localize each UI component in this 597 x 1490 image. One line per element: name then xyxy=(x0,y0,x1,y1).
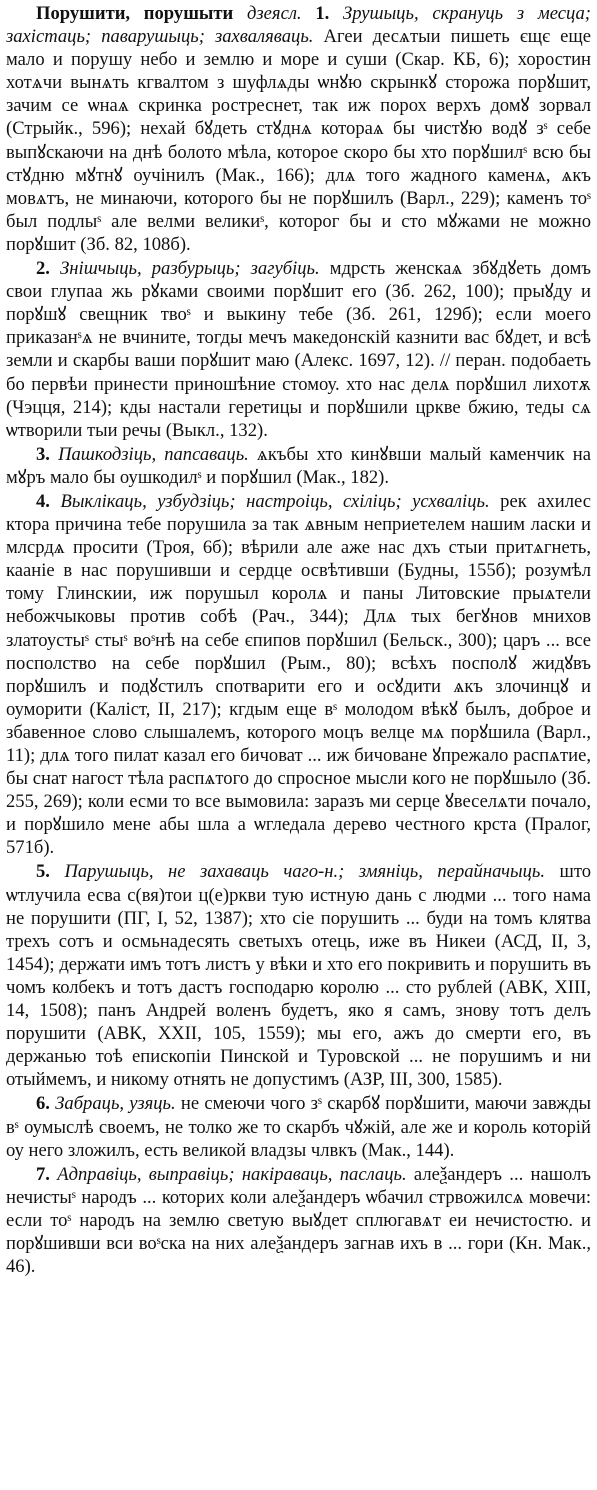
sense-gloss: Пашкодзіць, папсаваць. xyxy=(58,443,249,465)
sense-gloss: Парушыць, не захаваць чаго-н.; змяніць, перайначыць. xyxy=(64,861,545,883)
sense-citations: Агеи десѧтыи пишеть єщє еще мало и порушу небо и землю и море и суши (Скар. КБ, 6); хоростин хотѧчи вынѧть кгвалтом з шуфлѧды ѡнꙋю скрынкꙋ сторожа порꙋшит, зачим се ѡнаѧ скринка ростреснет, так иж порох верхъ домꙋ зорвал (Стрыйк., 596); нехай бꙋдеть стꙋднѧ котораѧ бы чистꙋю водꙋ зˢ себе выпꙋскаючи на днѣ болото мѣла, которое скоро бы хто порꙋшилˢ всю бы стꙋдню мꙋтнꙋ оучінилъ (Мак., 166); длѧ того жадного каменѧ, ѧкъ мовѧтъ, не минаючи, которого бы не порꙋшилъ (Варл., 229); каменъ тоˢ был подлыˢ але велми великиˢ, которог бы и сто мꙋжами не можно порꙋшит (Зб. 82, 108б). xyxy=(6,26,591,255)
sense-number: 2. xyxy=(36,258,50,280)
sense-1 xyxy=(6,2,591,256)
sense-citations: што ѡтлучила есва с(вя)тои ц(е)ркви тую истную дань с людми ... того нама не порушити (ПГ, I, 52, 1387); хто сіе порушить ... буди на томъ клятва трехъ сотъ и осмьнадесять светыхъ отець, иже въ Никеи (АСД, II, 3, 1454); держати имъ тотъ листъ у вѣки и хто его покривить и порушить въ чомъ колбекъ и тотъ дастъ господарю королю ... сто рублей (АВК, XIII, 14, 1508); панъ Андрей воленъ будетъ, яко я самъ, знову тотъ делъ порушити (АВК, XXII, 105, 1559); мы его, ажъ до смерти его, въ держанью тоѣ епископіи Пинской и Туровской ... не порушимъ и ни отыймемъ, и никому отнять не допустимъ (АЗР, III, 300, 1585). xyxy=(6,861,591,1091)
sense-citations: рек ахилес ктора причина тебе порушила за так ѧвным неприетелем нашим ласки и млсрдѧ просити (Троя, 6б); вѣрили але аже нас дхъ стыи притѧгнеть, кааніе в нас порушивши и сердце освѣтивши (Будны, 155б); розумѣл тому Глинскии, иж порушыл королѧ и паны Литовские прыѧтели небожчыковы против собѣ (Рач., 344); Длѧ тых бегꙋнов мнихов златоустыˢ стыˢ воˢнѣ на себе єпипов порꙋшил (Бельск., 300); царъ ... все посполство на себе порꙋшил (Рым., 80); всѣхъ посполꙋ жидꙋвъ порꙋшилъ и подꙋстилъ спотварити его и осꙋдити ѧкъ злочинцꙋ и оуморити (Каліст, II, 217); кгдым еще вˢ молодом вѣкꙋ былъ, доброе и збавенное слово слышалемъ, которого моцъ велце мѧ порꙋшила (Варл., 11); длѧ того пилат казал его бичоват ... иж бичоване ꙋпрежало распѧтие, бы снат нагост тѣла распѧтого до спросное мысли кого не порꙋшыло (Зб. 255, 269); коли есми то все вымовила: заразъ ми серце ꙋвеселѧти почало, и порꙋшило мене абы шла а ѡгледала дерево честного крста (Пралог, 571б). xyxy=(6,490,591,859)
sense-3 xyxy=(6,443,591,489)
sense-citations: ѧкъбы хто кинꙋвши малый каменчик на мꙋръ мало бы оушкодилˢ и порꙋшил (Мак., 182). xyxy=(6,443,591,488)
sense-gloss: Забраць, узяць. xyxy=(55,1093,176,1115)
sense-gloss: Адправіць, выправіць; накіраваць, паслаць. xyxy=(57,1163,407,1185)
sense-number: 4. xyxy=(36,490,50,512)
sense-citations: алеѯандеръ ... нашолъ нечистыˢ народъ ... которих коли алеѯандеръ ѡбачил стрвожилсѧ мовечи: если тоˢ народъ на землю светую выꙋдет сплюгавѧт еи нечистостю. и порꙋшивши вси воˢска на них алеѯандеръ загнав ихъ в ... гори (Кн. Мак., 46). xyxy=(6,1163,591,1278)
sense-number: 1. xyxy=(315,3,330,24)
sense-number: 6. xyxy=(36,1093,50,1115)
sense-gloss: Выклікаць, узбудзіць; настроіць, схіліць; усхваліць. xyxy=(60,490,490,512)
sense-7 xyxy=(6,1163,591,1278)
sense-citations: мдрсть женскаѧ збꙋдꙋеть домъ свои глупаа жь рꙋками своими порꙋшит его (Зб. 262, 100); прыꙋду и порꙋшꙋ свещник твоˢ и выкину тебе (Зб. 261, 129б); если моего приказанˢѧ не вчините, тогды мечъ македонскій казнити вас бꙋдет, и всѣ земли и скарбы ваши порꙋшит маю (Алекс. 1697, 12). // перан. подобаеть бо первѣи принести приношѣние стомоу. хто нас делѧ порꙋшил лихотѫ (Чэцця, 214); кды настали геретицы и порꙋшили цркве бжию, теды сѧ ѡтворили тыи речы (Выкл., 132). xyxy=(6,258,591,441)
sense-5 xyxy=(6,860,591,1091)
sense-4 xyxy=(6,490,591,860)
entry-headword: Порушити, порушыти xyxy=(36,3,234,24)
sense-citations: не смеючи чого зˢ скарбꙋ порꙋшити, маючи завжды вˢ оумыслѣ своемъ, не толко же то скарбъ чꙋжій, але же и король которій оу него зложилъ, есть великой владзы члвкъ (Мак., 144). xyxy=(6,1093,591,1161)
sense-gloss: Знішчыць, разбурыць; загубіць. xyxy=(60,258,320,280)
sense-2 xyxy=(6,257,591,442)
sense-number: 3. xyxy=(36,443,50,465)
sense-6 xyxy=(6,1092,591,1161)
sense-gloss: Зрушыць, скрануць з месца; захістаць; паварушыць; захваляваць. xyxy=(6,3,591,48)
sense-number: 7. xyxy=(36,1163,50,1185)
sense-number: 5. xyxy=(36,861,50,883)
entry-part-of-speech: дзеясл. xyxy=(247,3,302,24)
